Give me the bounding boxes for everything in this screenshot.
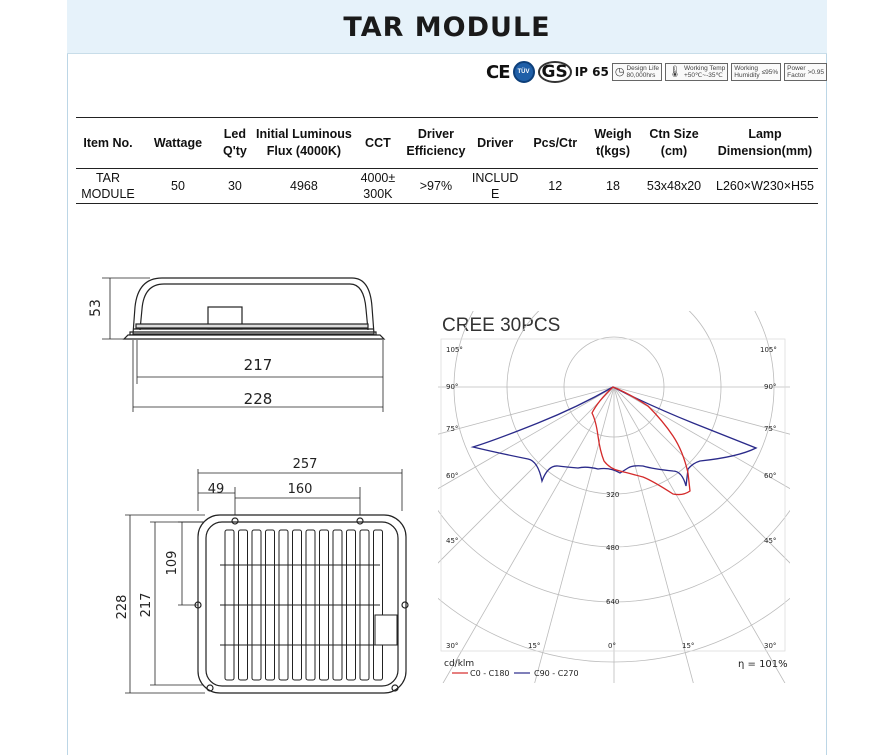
angle-label: 45°	[764, 537, 777, 545]
cell-ctn-size: 53x48x20	[636, 169, 712, 204]
cell-cct: 4000± 300K	[354, 169, 402, 204]
clock-icon: ◷	[614, 65, 625, 78]
col-lamp-dimension: Lamp Dimension(mm)	[712, 118, 818, 169]
top-span-label: 160	[287, 482, 313, 497]
working-temp-badge: 🌡 Working Temp +50℃~-35℃	[665, 63, 728, 81]
top-offset-label: 49	[207, 482, 225, 497]
col-pcs: Pcs/Ctr	[520, 118, 590, 169]
angle-label: 60°	[764, 472, 777, 480]
legend-c0: C0 - C180	[470, 669, 510, 678]
angle-label: 60°	[446, 472, 459, 480]
col-wattage: Wattage	[140, 118, 216, 169]
side-inner-width-label: 217	[243, 356, 273, 374]
angle-label: 90°	[764, 383, 777, 391]
cell-lamp-dimension: L260×W230×H55	[712, 169, 818, 204]
radial-label: 640	[606, 598, 620, 606]
title-banner	[67, 0, 827, 54]
side-height-label: 53	[88, 299, 104, 317]
top-width-label: 257	[292, 457, 318, 472]
angle-label: 105°	[760, 346, 777, 354]
cell-item: TAR MODULE	[76, 169, 140, 204]
power-factor-badge: Power Factor >0.95	[784, 63, 827, 81]
table-row	[76, 169, 818, 204]
col-driver: Driver	[470, 118, 521, 169]
col-flux: Initial Luminous Flux (4000K)	[254, 118, 354, 169]
polar-chart	[438, 311, 790, 683]
top-inner-height-label: 109	[165, 550, 180, 576]
angle-label: 15°	[682, 642, 695, 650]
unit-label: cd/klm	[444, 659, 475, 669]
top-side-inner-label: 217	[139, 592, 154, 618]
tuv-mark-icon: TÜV	[513, 61, 535, 83]
certification-strip	[486, 60, 827, 84]
top-view-drawing	[110, 455, 420, 705]
angle-label: 0°	[608, 642, 616, 650]
humidity-badge: Working Humidity ≤95%	[731, 63, 781, 81]
side-view-drawing	[80, 262, 400, 422]
thermometer-icon: 🌡	[668, 65, 682, 78]
spec-table	[76, 117, 818, 204]
top-side-outer-label: 228	[115, 594, 130, 620]
col-cct: CCT	[354, 118, 402, 169]
cell-led-qty: 30	[216, 169, 254, 204]
ip-rating: IP 65	[574, 65, 609, 79]
col-ctn-size: Ctn Size (cm)	[636, 118, 712, 169]
gs-mark-icon: GS	[538, 61, 572, 83]
radial-label: 320	[606, 491, 620, 499]
angle-label: 105°	[446, 346, 463, 354]
angle-label: 30°	[764, 642, 777, 650]
polar-title: CREE 30PCS	[442, 315, 561, 336]
col-led-qty: Led Q'ty	[216, 118, 254, 169]
ce-mark-icon: CE	[486, 61, 510, 83]
angle-label: 30°	[446, 642, 459, 650]
table-header-row	[76, 118, 818, 169]
cell-pcs: 12	[520, 169, 590, 204]
page-title: TAR MODULE	[343, 12, 551, 43]
angle-label: 45°	[446, 537, 459, 545]
col-item-no: Item No.	[76, 118, 140, 169]
angle-label: 15°	[528, 642, 541, 650]
cell-flux: 4968	[254, 169, 354, 204]
design-life-badge: ◷ Design Life 80,000hrs	[612, 63, 662, 81]
cell-wattage: 50	[140, 169, 216, 204]
cell-driver: INCLUD E	[470, 169, 521, 204]
angle-label: 75°	[446, 425, 459, 433]
col-weight: Weigh t(kgs)	[590, 118, 636, 169]
side-outer-width-label: 228	[243, 390, 273, 408]
radial-label: 480	[606, 544, 620, 552]
cell-driver-efficiency: >97%	[402, 169, 470, 204]
cell-weight: 18	[590, 169, 636, 204]
angle-label: 75°	[764, 425, 777, 433]
efficiency-label: η = 101%	[738, 659, 788, 670]
angle-label: 90°	[446, 383, 459, 391]
col-driver-efficiency: Driver Efficiency	[402, 118, 470, 169]
legend-c90: C90 - C270	[534, 669, 579, 678]
